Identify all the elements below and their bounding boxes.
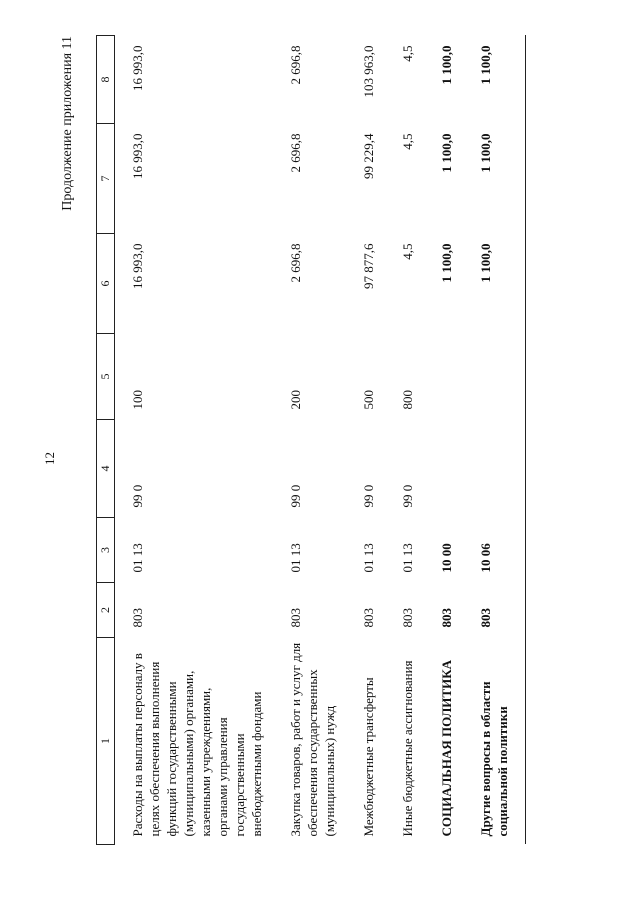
- row-name: Расходы на выплаты персоналу в целях обеспечения выполнения функций государственными (муниципальными) органами, казенными учреждениями, органами управления государственными внебюджетными фондами: [130, 653, 264, 837]
- table-row: [430, 36, 469, 845]
- row-name: Другие вопросы в области социальной политики: [469, 638, 526, 845]
- amount-col8: 103 963,0: [361, 45, 376, 98]
- article-code: 99 0: [130, 484, 145, 508]
- amount-col8: 2 696,8: [288, 45, 303, 85]
- amount-col8: 1 100,0: [439, 45, 454, 85]
- page-number: 12: [42, 452, 57, 465]
- column-number: 2: [97, 583, 115, 638]
- amount-col8: 1 100,0: [469, 36, 526, 124]
- section-code: 01 13: [288, 543, 303, 573]
- expense-type-code: 200: [288, 390, 303, 410]
- amount-col6: 4,5: [400, 243, 415, 260]
- amount-col7: 1 100,0: [469, 124, 526, 234]
- article-code: [469, 420, 526, 518]
- table-row: [352, 36, 391, 845]
- ministry-code: 803: [439, 608, 454, 628]
- column-number: 4: [97, 420, 115, 518]
- column-number: 1: [97, 638, 115, 845]
- table-row: [391, 36, 430, 845]
- amount-col7: 1 100,0: [439, 133, 454, 173]
- column-number: 5: [97, 334, 115, 420]
- row-name: Иные бюджетные ассигнования: [400, 660, 415, 837]
- column-number: 8: [97, 36, 115, 124]
- row-name: СОЦИАЛЬНАЯ ПОЛИТИКА: [439, 659, 454, 837]
- section-code: 01 13: [400, 543, 415, 573]
- expense-type-code: [430, 334, 469, 420]
- amount-col6: 97 877,6: [361, 243, 376, 289]
- amount-col8: 16 993,0: [130, 45, 145, 91]
- table-row: [469, 36, 526, 845]
- table-header: [97, 36, 115, 845]
- row-name: Закупка товаров, работ и услуг для обеспечения государственных (муниципальных) нужд: [288, 642, 337, 837]
- amount-col6: 16 993,0: [130, 243, 145, 289]
- table-body: [115, 36, 526, 845]
- section-code: 10 00: [439, 543, 454, 573]
- budget-table: [96, 35, 526, 845]
- ministry-code: 803: [130, 608, 145, 628]
- article-code: [430, 420, 469, 518]
- column-number-row: [97, 36, 115, 845]
- appendix-caption: Продолжение приложения 11: [60, 36, 75, 211]
- amount-col7: 2 696,8: [288, 133, 303, 173]
- amount-col7: 4,5: [400, 133, 415, 150]
- article-code: 99 0: [361, 484, 376, 508]
- section-code: 10 06: [469, 518, 526, 583]
- amount-col7: 16 993,0: [130, 133, 145, 179]
- ministry-code: 803: [361, 608, 376, 628]
- expense-type-code: [469, 334, 526, 420]
- ministry-code: 803: [400, 608, 415, 628]
- amount-col6: 1 100,0: [439, 243, 454, 283]
- expense-type-code: 500: [361, 390, 376, 410]
- amount-col6: 1 100,0: [469, 234, 526, 334]
- column-number: 3: [97, 518, 115, 583]
- amount-col6: 2 696,8: [288, 243, 303, 283]
- table-row: [279, 36, 352, 845]
- ministry-code: 803: [288, 608, 303, 628]
- expense-type-code: 100: [130, 390, 145, 410]
- article-code: 99 0: [288, 484, 303, 508]
- row-name: Межбюджетные трансферты: [361, 677, 376, 837]
- section-code: 01 13: [361, 543, 376, 573]
- ministry-code: 803: [469, 583, 526, 638]
- amount-col8: 4,5: [400, 45, 415, 62]
- article-code: 99 0: [400, 484, 415, 508]
- column-number: 7: [97, 124, 115, 234]
- amount-col7: 99 229,4: [361, 133, 376, 179]
- section-code: 01 13: [130, 543, 145, 573]
- expense-type-code: 800: [400, 390, 415, 410]
- column-number: 6: [97, 234, 115, 334]
- table-row: [115, 36, 280, 845]
